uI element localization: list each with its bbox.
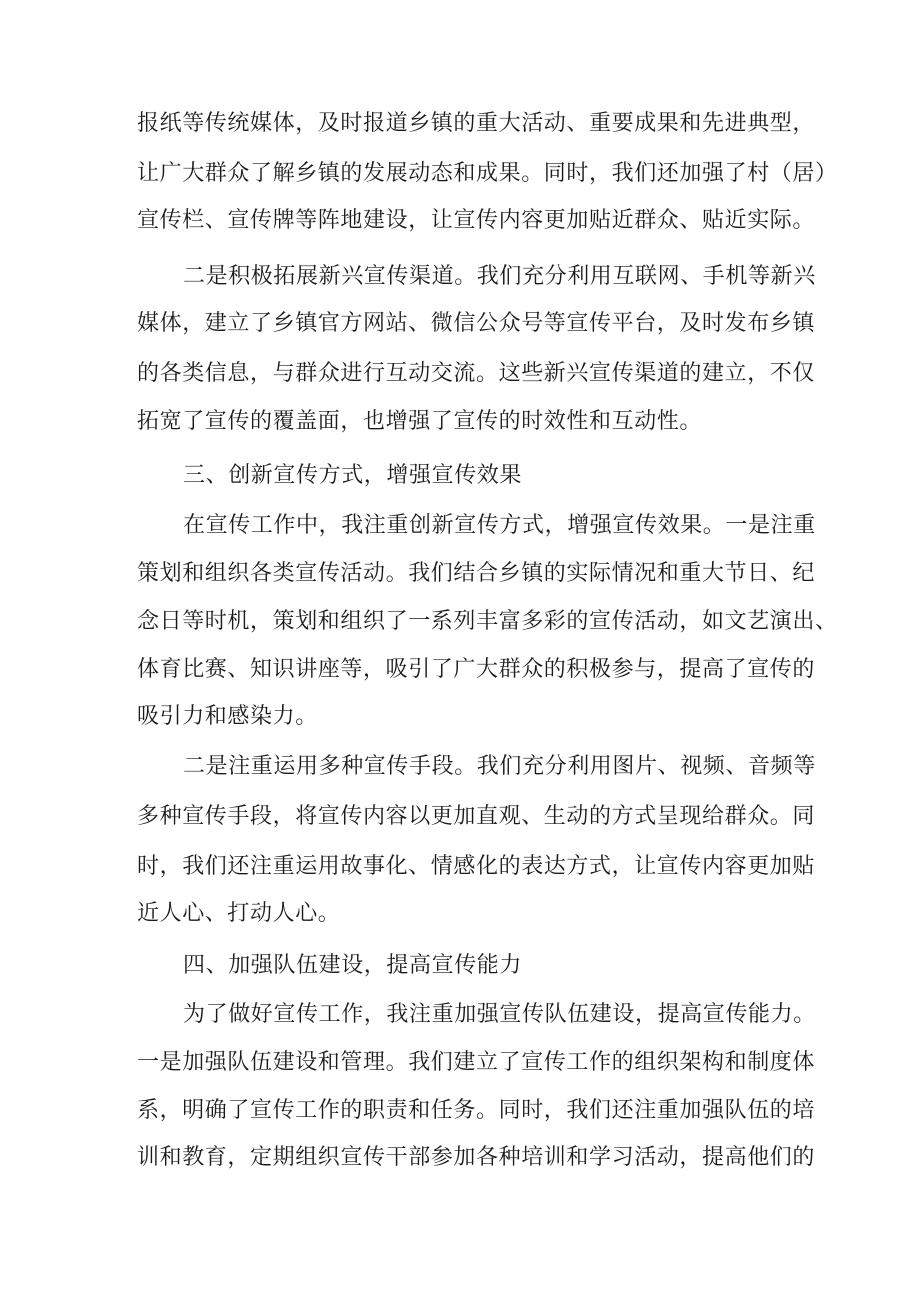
paragraph-line: 二是注重运用多种宣传手段。我们充分利用图片、视频、音频等 (183, 754, 816, 779)
paragraph-line: 让广大群众了解乡镇的发展动态和成果。同时，我们还加强了村（居） (137, 161, 838, 186)
paragraph-line: 吸引力和感染力。 (137, 704, 318, 729)
paragraph-line: 报纸等传统媒体，及时报道乡镇的重大活动、重要成果和先进典型， (137, 111, 816, 136)
paragraph-line: 训和教育，定期组织宣传干部参加各种培训和学习活动，提高他们的 (137, 1145, 816, 1170)
paragraph-line: 一是加强队伍建设和管理。我们建立了宣传工作的组织架构和制度体 (137, 1050, 816, 1075)
paragraph-line: 宣传栏、宣传牌等阵地建设，让宣传内容更加贴近群众、贴近实际。 (137, 208, 816, 233)
paragraph-line: 近人心、打动人心。 (137, 901, 341, 926)
paragraph-line: 为了做好宣传工作，我注重加强宣传队伍建设，提高宣传能力。 (183, 1002, 816, 1027)
paragraph-line: 二是积极拓展新兴宣传渠道。我们充分利用互联网、手机等新兴 (183, 264, 816, 289)
section-heading: 三、创新宣传方式，增强宣传效果 (183, 463, 523, 488)
paragraph-line: 拓宽了宣传的覆盖面，也增强了宣传的时效性和互动性。 (137, 409, 703, 434)
paragraph-line: 系，明确了宣传工作的职责和任务。同时，我们还注重加强队伍的培 (137, 1098, 816, 1123)
paragraph-line: 媒体，建立了乡镇官方网站、微信公众号等宣传平台，及时发布乡镇 (137, 311, 816, 336)
paragraph-line: 策划和组织各类宣传活动。我们结合乡镇的实际情况和重大节日、纪 (137, 561, 816, 586)
paragraph-line: 的各类信息，与群众进行互动交流。这些新兴宣传渠道的建立，不仅 (137, 361, 816, 386)
paragraph-line: 时，我们还注重运用故事化、情感化的表达方式，让宣传内容更加贴 (137, 854, 816, 879)
section-heading: 四、加强队伍建设，提高宣传能力 (183, 953, 523, 978)
paragraph-line: 念日等时机，策划和组织了一系列丰富多彩的宣传活动，如文艺演出、 (137, 609, 838, 634)
paragraph-line: 体育比赛、知识讲座等，吸引了广大群众的积极参与，提高了宣传的 (137, 657, 816, 682)
paragraph-line: 在宣传工作中，我注重创新宣传方式，增强宣传效果。一是注重 (183, 513, 816, 538)
paragraph-line: 多种宣传手段，将宣传内容以更加直观、生动的方式呈现给群众。同 (137, 804, 816, 829)
